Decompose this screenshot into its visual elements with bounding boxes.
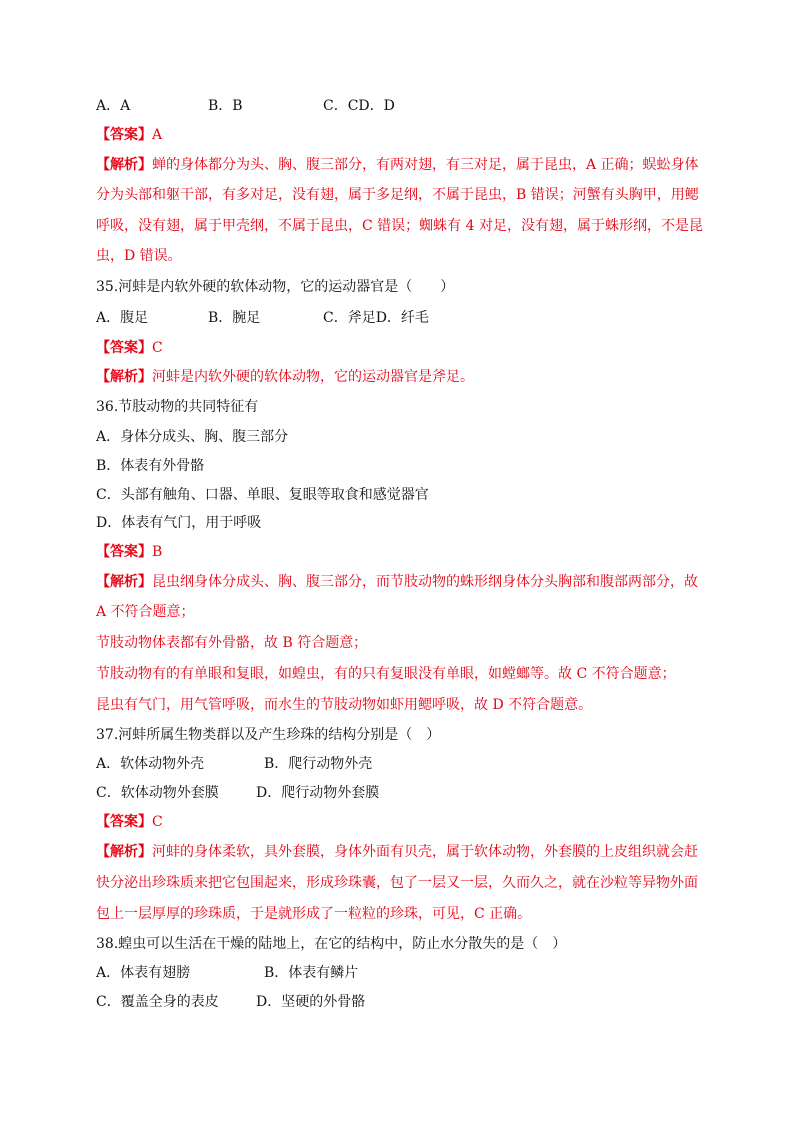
answer-label: 【答案】: [96, 340, 152, 356]
q38-options-row-1: [96, 962, 716, 984]
q36-analysis-line-4: 节肢动物有的有单眼和复眼，如蝗虫，有的只有复眼没有单眼，如螳螂等。故 C 不符合题意；: [96, 666, 676, 682]
q34-analysis-line-2: 分为头部和躯干部，有多对足，没有翅，属于多足纲，不属于昆虫，B 错误；河蟹有头胸甲，用鳃: [96, 187, 699, 203]
q37-analysis-line-1: [96, 841, 716, 863]
q36-option-d: D．体表有气门，用于呼吸: [96, 515, 262, 531]
analysis-label: 【解析】: [96, 369, 152, 385]
q36-option-b: B．体表有外骨骼: [96, 458, 205, 474]
q35-question: 35.河蚌是内软外硬的软体动物，它的运动器官是（ ）: [96, 279, 455, 295]
analysis-text: 蝉的身体都分为头、胸、腹三部分，有两对翅，有三对足，属于昆虫，A 正确；蜈蚣身体: [152, 157, 699, 173]
answer-value: A: [152, 127, 163, 143]
analysis-text: 昆虫纲身体分成头、胸、腹三部分，而节肢动物的蛛形纲身体分头胸部和腹部两部分，故: [152, 574, 698, 590]
analysis-label: 【解析】: [96, 574, 152, 590]
analysis-label: 【解析】: [96, 157, 152, 173]
answer-label: 【答案】: [96, 544, 152, 560]
q35-answer: [96, 337, 716, 359]
q36-option-c: C．头部有触角、口器、单眼、复眼等取食和感觉器官: [96, 487, 429, 503]
q37-options-row-2: [96, 782, 716, 804]
answer-value: C: [152, 340, 163, 356]
answer-label: 【答案】: [96, 814, 152, 830]
answer-label: 【答案】: [96, 127, 152, 143]
q36-analysis-line-2: A 不符合题意；: [96, 604, 195, 620]
q34-options: [96, 95, 716, 117]
q38-option-a: A．体表有翅膀: [96, 965, 191, 981]
q36-question: 36.节肢动物的共同特征有: [96, 399, 259, 415]
q36-analysis-line-5: 昆虫有气门，用气管呼吸，而水生的节肢动物如虾用鳃呼吸，故 D 不符合题意。: [96, 697, 593, 713]
q38-option-c: C．覆盖全身的表皮: [96, 994, 219, 1010]
q34-option-c: C．CD．D: [323, 98, 395, 114]
q35-option-b: B．腕足: [208, 310, 261, 326]
q37-option-a: A．软体动物外壳: [96, 756, 205, 772]
q37-answer: [96, 811, 716, 833]
answer-value: B: [152, 544, 163, 560]
q34-answer: [96, 124, 716, 146]
q36-option-a: A．身体分成头、胸、腹三部分: [96, 429, 289, 445]
q37-options-row-1: [96, 753, 716, 775]
analysis-text: 河蚌是内软外硬的软体动物，它的运动器官是斧足。: [152, 369, 474, 385]
q34-option-b: B．B: [208, 98, 243, 114]
q38-option-d: D．坚硬的外骨骼: [256, 994, 366, 1010]
answer-value: C: [152, 814, 163, 830]
q37-analysis-line-2: 快分泌出珍珠质来把它包围起来，形成珍珠囊，包了一层又一层，久而久之，就在沙粒等异物外面: [96, 875, 698, 891]
q35-analysis-line-1: [96, 366, 716, 388]
analysis-text: 河蚌的身体柔软，具外套膜，身体外面有贝壳，属于软体动物，外套膜的上皮组织就会赶: [152, 844, 698, 860]
q36-analysis-line-1: [96, 571, 716, 593]
q34-option-a: A．A: [96, 98, 131, 114]
q35-option-c: C．斧足D．纤毛: [323, 310, 429, 326]
q38-options-row-2: [96, 991, 716, 1013]
q36-analysis-line-3: 节肢动物体表都有外骨骼，故 B 符合题意；: [96, 635, 368, 651]
q34-analysis-line-1: [96, 154, 716, 176]
q35-option-a: A．腹足: [96, 310, 149, 326]
q34-analysis-line-3: 呼吸，没有翅，属于甲壳纲，不属于昆虫，C 错误；蜘蛛有 4 对足，没有翅，属于蛛形纲，不是昆: [96, 218, 703, 234]
q37-option-d: D．爬行动物外套膜: [256, 785, 380, 801]
q37-option-b: B．爬行动物外壳: [264, 756, 373, 772]
q38-option-b: B．体表有鳞片: [264, 965, 359, 981]
q36-answer: [96, 541, 716, 563]
q38-question: 38.蝗虫可以生活在干燥的陆地上，在它的结构中，防止水分散失的是（ ）: [96, 936, 567, 952]
q37-question: 37.河蚌所属生物类群以及产生珍珠的结构分别是（ ）: [96, 727, 441, 743]
q34-analysis-line-4: 虫，D 错误。: [96, 248, 182, 264]
q37-option-c: C．软体动物外套膜: [96, 785, 219, 801]
q37-analysis-line-3: 包上一层厚厚的珍珠质，于是就形成了一粒粒的珍珠，可见，C 正确。: [96, 906, 532, 922]
q35-options: [96, 307, 716, 329]
analysis-label: 【解析】: [96, 844, 152, 860]
